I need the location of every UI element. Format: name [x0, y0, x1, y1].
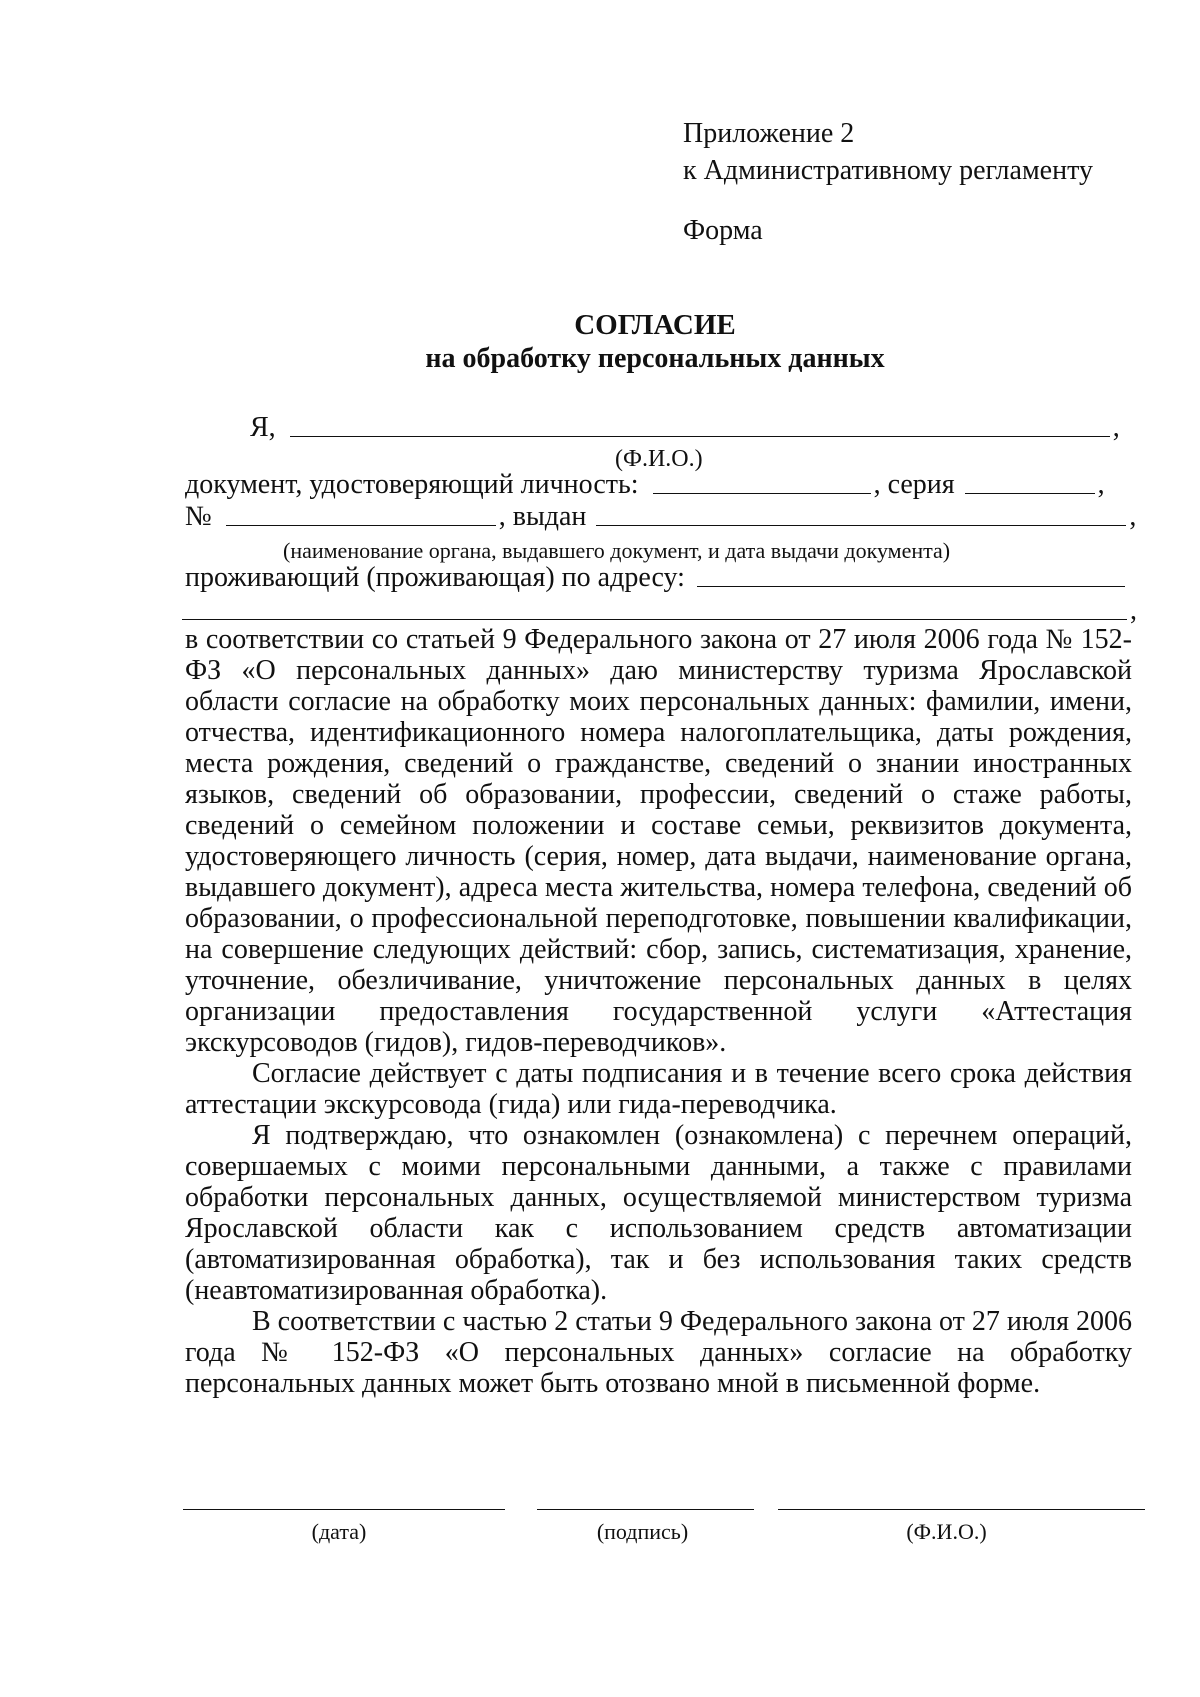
appendix-header	[683, 115, 1163, 189]
appendix-number: Приложение 2	[683, 118, 855, 149]
number-blank[interactable]	[226, 499, 496, 526]
id-document-blank[interactable]	[653, 467, 871, 494]
address-label: проживающий (проживающая) по адресу:	[185, 562, 685, 593]
date-blank[interactable]	[183, 1509, 505, 1510]
series-blank[interactable]	[965, 467, 1095, 494]
consent-paragraph-3: Я подтверждаю, что ознакомлен (ознакомлена) с перечнем операций, совершаемых с моими персональными данными, а также с правилами обработки персональных данных, осуществляемой министерством туризма Ярославской области как с использованием средств автоматизации (автоматизированная обработка), так и без использования таких средств (неавтоматизированная обработка).	[185, 1120, 1132, 1306]
i-label: Я,	[250, 412, 276, 443]
signature-caption: (подпись)	[596, 1519, 689, 1544]
signature-blank[interactable]	[537, 1509, 754, 1510]
address-blank-1[interactable]	[697, 560, 1125, 587]
consent-paragraph-1: в соответствии со статьей 9 Федерального закона от 27 июля 2006 года № 152-ФЗ «О персональных данных» даю министерству туризма Ярославской области согласие на обработку моих персональных данных: фамилии, имени, отчества, идентификационного номера налогоплательщика, даты рождения, места рождения, сведений о гражданстве, сведений о знании иностранных языков, сведений об образовании, профессии, сведений о стаже работы, сведений о семейном положении и составе семьи, реквизитов документа, удостоверяющего личность (серия, номер, дата выдачи, наименование органа, выдавшего документ), адреса места жительства, номера телефона, сведений об образовании, о профессиональной переподготовке, повышении квалификации, на совершение следующих действий: сбор, запись, систематизация, хранение, уточнение, обезличивание, уничтожение персональных данных в целях организации предоставления государственной услуги «Аттестация экскурсоводов (гидов), гидов-переводчиков».	[185, 624, 1132, 1058]
document-title: СОГЛАСИЕ	[574, 309, 736, 341]
issued-blank[interactable]	[596, 499, 1126, 526]
signature-field	[537, 1509, 754, 1547]
consent-paragraph-4: В соответствии с частью 2 статьи 9 Федерального закона от 27 июля 2006 года № 152-ФЗ «О персональных данных» согласие на обработку персональных данных может быть отозвано мной в письменной форме.	[185, 1306, 1132, 1399]
fio-caption: (Ф.И.О.)	[615, 446, 703, 472]
address-blank-2[interactable]	[182, 593, 1127, 620]
date-caption: (дата)	[311, 1519, 367, 1544]
number-issued-row	[185, 499, 1136, 532]
address-comma: ,	[1130, 595, 1137, 626]
date-field	[183, 1509, 505, 1547]
fio-blank[interactable]	[290, 410, 1110, 437]
consent-body	[185, 624, 1132, 1399]
address-row-2	[182, 593, 1137, 626]
appendix-reference: к Административному регламенту	[683, 155, 1093, 186]
issued-comma: ,	[1129, 501, 1137, 532]
signer-fio-caption: (Ф.И.О.)	[906, 1519, 987, 1544]
series-comma: ,	[1097, 469, 1105, 500]
signer-fio-blank[interactable]	[778, 1509, 1145, 1510]
number-label: №	[185, 501, 212, 532]
id-document-row	[185, 467, 1105, 500]
id-document-label: документ, удостоверяющий личность:	[185, 469, 639, 500]
issued-label: , выдан	[498, 501, 587, 532]
fio-comma: ,	[1112, 412, 1120, 443]
address-row	[185, 560, 1128, 593]
signer-fio-field	[778, 1509, 1145, 1547]
form-label: Форма	[683, 215, 763, 246]
consent-paragraph-2: Согласие действует с даты подписания и в течение всего срока действия аттестации экскурсовода (гида) или гида-переводчика.	[185, 1058, 1132, 1120]
issuer-caption: (наименование органа, выдавшего документ, и дата выдачи документа)	[283, 538, 951, 563]
fio-row	[250, 410, 1120, 443]
document-subtitle: на обработку персональных данных	[425, 343, 885, 374]
series-label: , серия	[873, 469, 955, 500]
